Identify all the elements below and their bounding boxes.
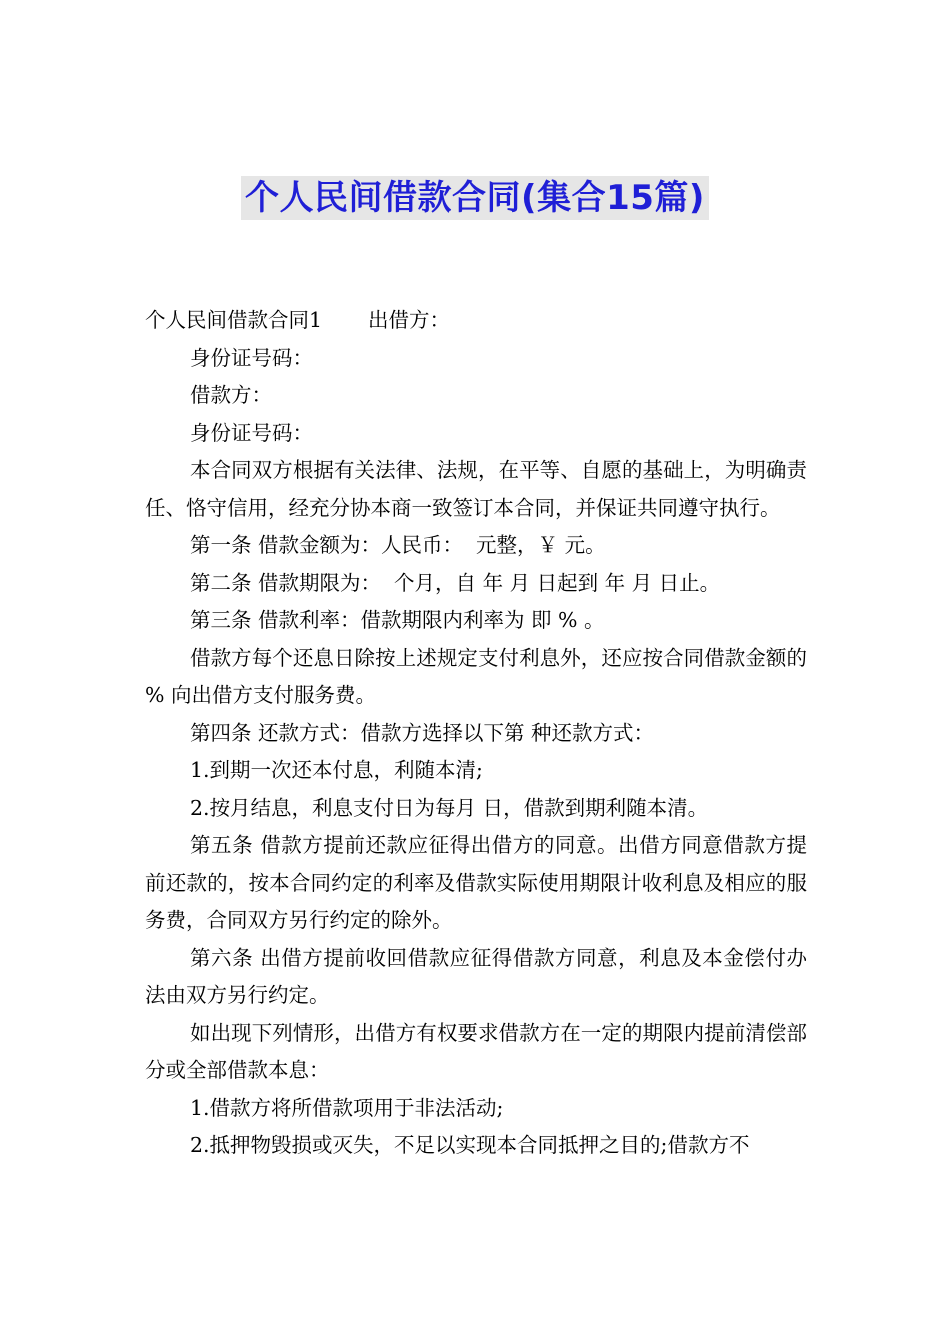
section-heading: 个人民间借款合同1: [145, 308, 323, 332]
paragraph: 第六条 出借方提前收回借款应征得借款方同意，利息及本金偿付办法由双方另行约定。: [145, 945, 807, 1007]
paragraph: 2.抵押物毁损或灭失，不足以实现本合同抵押之目的;借款方不: [190, 1133, 750, 1157]
document-body: [145, 302, 814, 1165]
document-title: 个人民间借款合同(集合15篇): [241, 176, 709, 220]
lender-label: 出借方：: [368, 308, 451, 332]
paragraph: 第五条 借款方提前还款应征得出借方的同意。出借方同意借款方提前还款的，按本合同约定的利率及借款实际使用期限计收利息及相应的服务费，合同双方另行约定的除外。: [145, 833, 807, 932]
paragraph: 借款方每个还息日除按上述规定支付利息外，还应按合同借款金额的 % 向出借方支付服务费。: [145, 645, 814, 707]
paragraph: 第一条 借款金额为：人民币： 元整，￥ 元。: [190, 533, 606, 557]
paragraph: 本合同双方根据有关法律、法规，在平等、自愿的基础上，为明确责任、恪守信用，经充分协本商一致签订本合同，并保证共同遵守执行。: [145, 458, 807, 520]
paragraph: 身份证号码：: [190, 345, 313, 370]
title-area: [0, 176, 950, 220]
paragraph: 如出现下列情形，出借方有权要求借款方在一定的期限内提前清偿部分或全部借款本息：: [145, 1020, 807, 1082]
paragraph: 第四条 还款方式：借款方选择以下第 种还款方式：: [190, 720, 655, 745]
paragraph: 身份证号码：: [190, 420, 313, 445]
heading-line: [145, 302, 807, 340]
paragraph: 借款方：: [190, 383, 272, 407]
paragraph: 1.借款方将所借款项用于非法活动;: [190, 1095, 504, 1120]
paragraph: 第二条 借款期限为： 个月，自 年 月 日起到 年 月 日止。: [190, 570, 721, 595]
paragraph: 2.按月结息，利息支付日为每月 日，借款到期利随本清。: [190, 795, 709, 820]
paragraph: 1.到期一次还本付息，利随本清;: [190, 758, 483, 782]
paragraph: 第三条 借款利率：借款期限内利率为 即 % 。: [190, 608, 605, 632]
